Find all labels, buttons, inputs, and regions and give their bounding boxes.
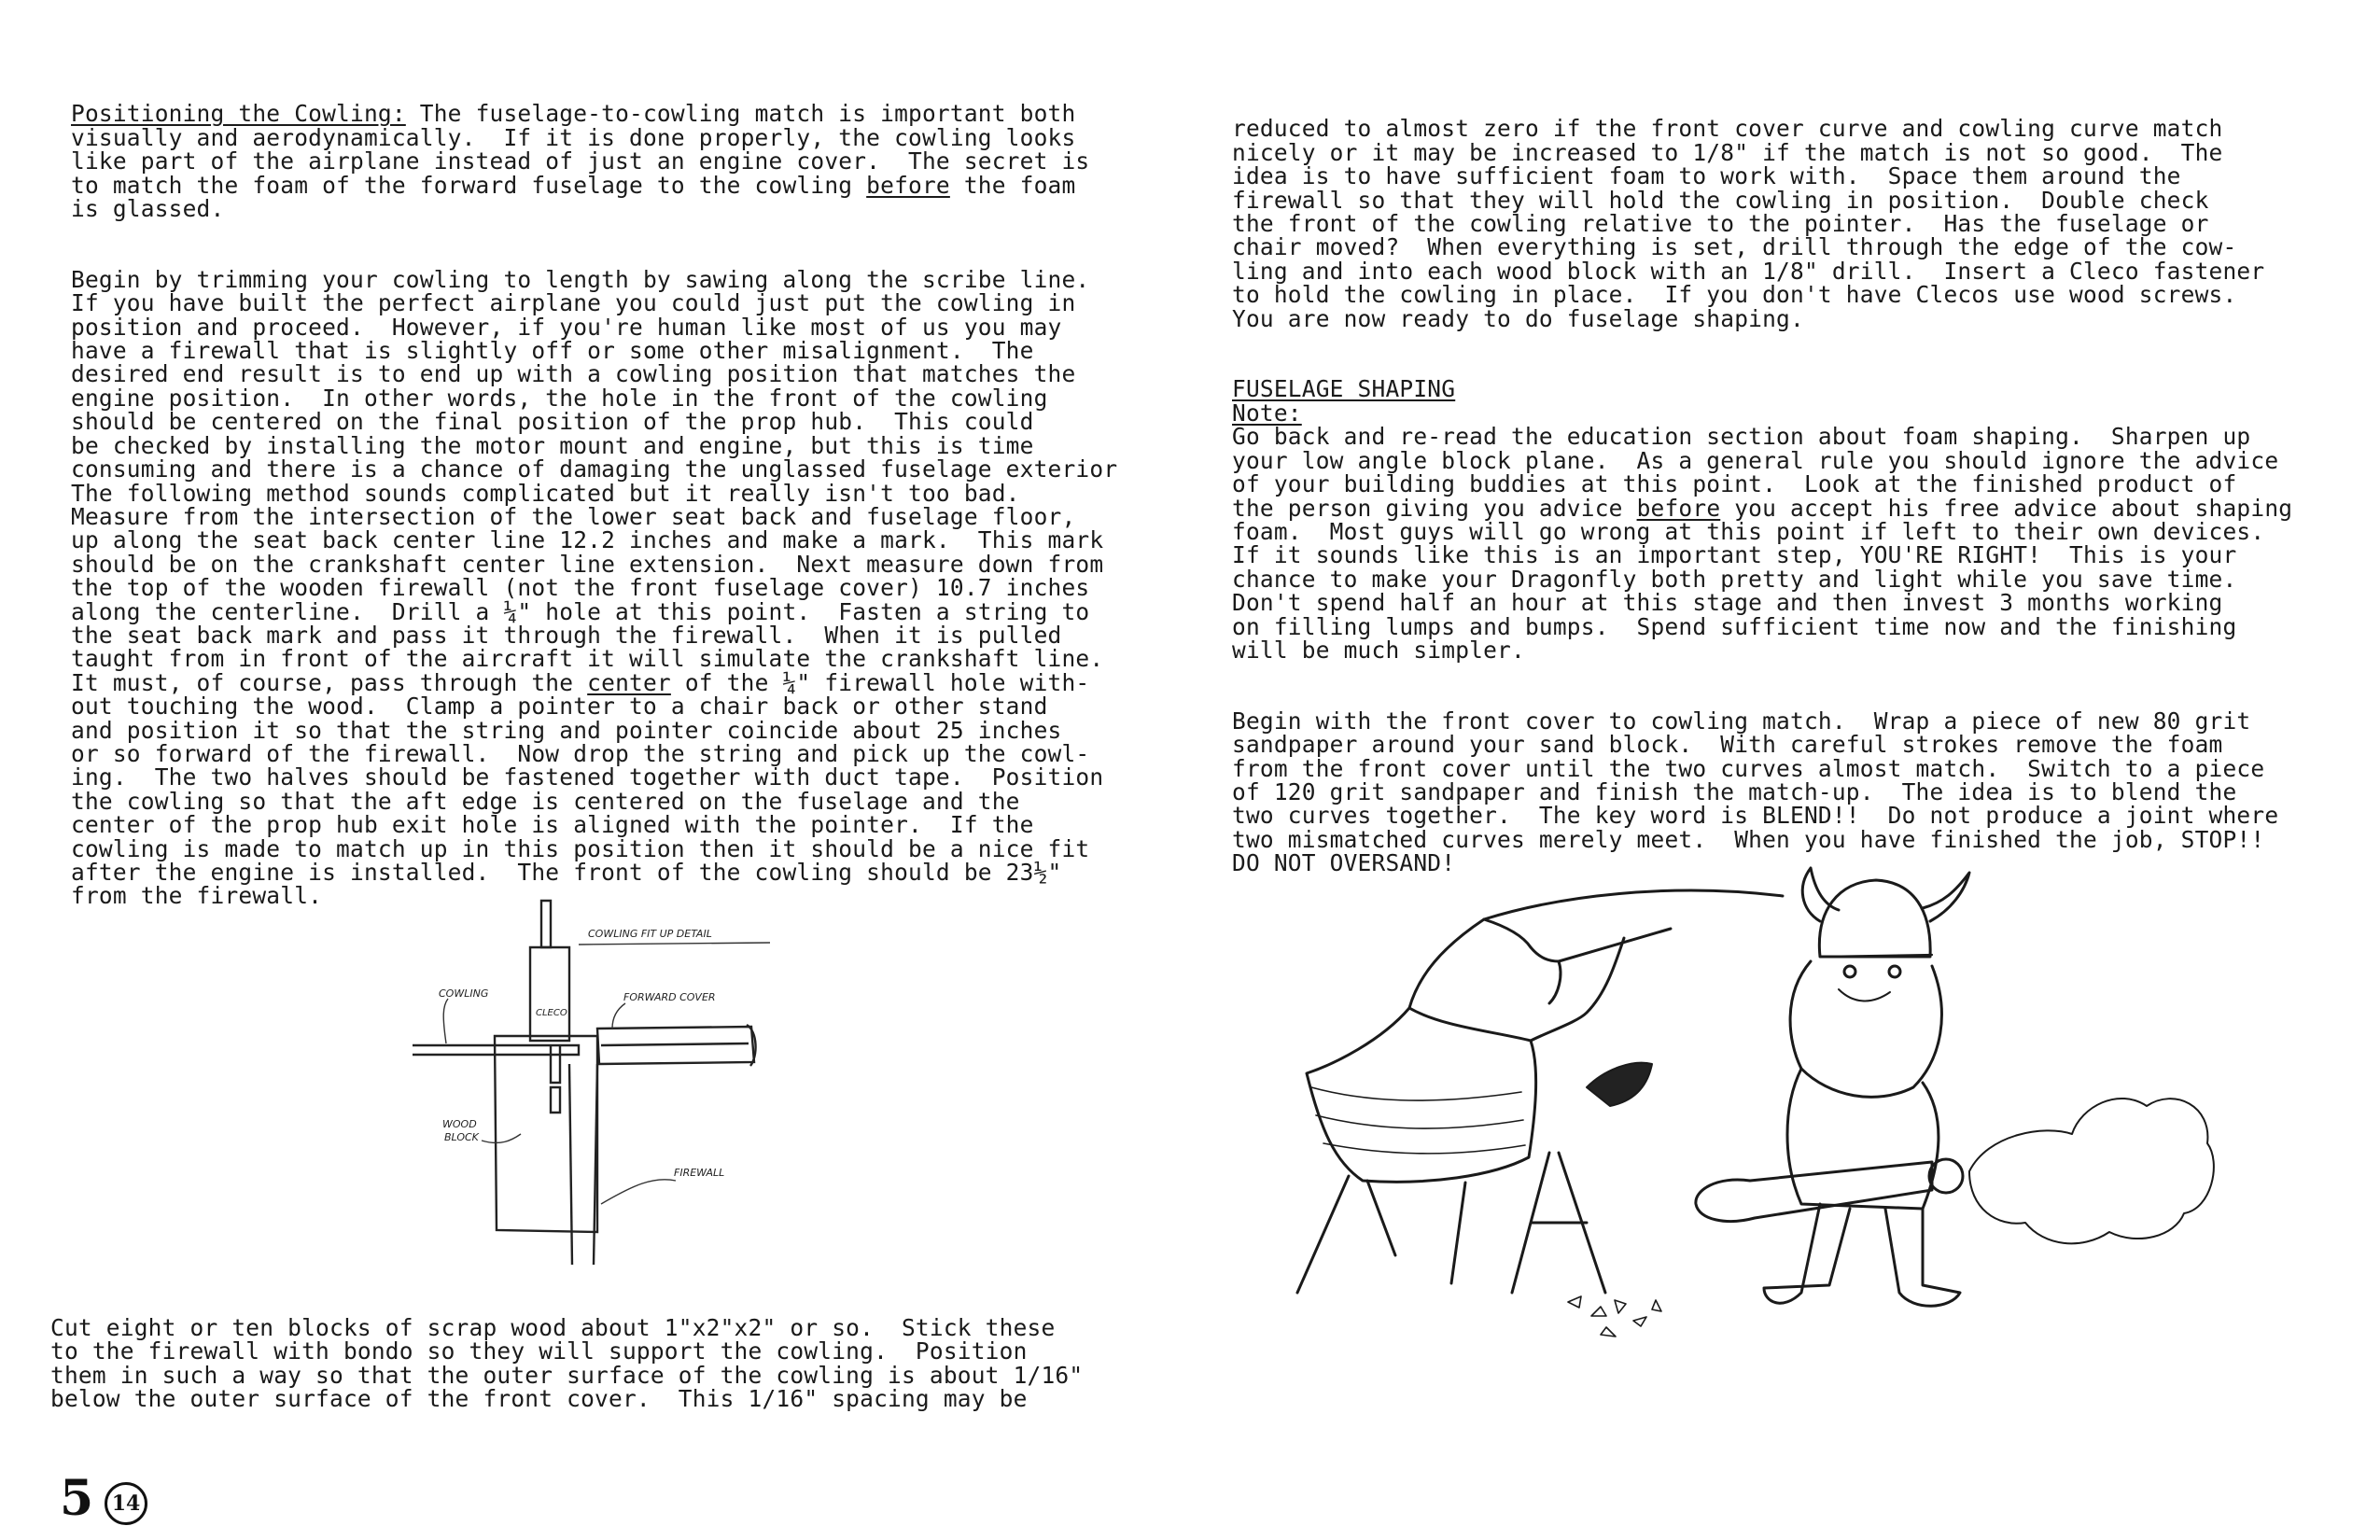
left-p1-last-line: is glassed. xyxy=(71,195,225,223)
left-paragraph-1 xyxy=(71,100,1117,223)
exhaust-cloud xyxy=(1969,1099,2214,1243)
right-p3-text: Begin with the front cover to cowling match. Wrap a piece of new 80 grit sandpaper around your sand block. With careful strokes remove the foam from the front cover until the two curves almost match. Switch to a piece of 120 grit sandpaper and finish the match-up. The idea is to blend the two curves together. The key word is BLEND!! Do not produce a joint where two mismatched curves merely meet. When you have finished the job, STOP!! DO NOT OVERSAND! xyxy=(1232,707,2279,877)
left-p2-rest: of the ¼" firewall hole with- out touching the wood. Clamp a pointer to a chair back or other stand and position it so that the string and pointer coincide about 25 inches or so forward of the firewall. Now drop the string and pick up the cowl- ing. The two halves should be fastened together with duct tape. Position the cowling so that the aft edge is centered on the fuselage and the center of the prop hub exit hole is aligned with the pointer. If the cowling is made to match up in this position then it should be a nice fit after the engine is installed. The front of the cowling should be 23½" from the firewall. xyxy=(71,668,1104,910)
viking-legs xyxy=(1764,1204,1960,1306)
wood-block-label-2: BLOCK xyxy=(444,1131,479,1143)
cleco-label: CLECO xyxy=(536,1008,567,1018)
sawhorse-right xyxy=(1512,1153,1605,1293)
left-p1-tail: the foam xyxy=(949,171,1076,199)
cowling-label: COWLING xyxy=(439,987,489,1000)
right-p1-text: reduced to almost zero if the front cover curve and cowling curve match nicely or it may be increased to 1/8" if the match is not so good. The idea is to have sufficient foam to work with. Space them around the firewall so that they will hold the cowling in position. Double check the front of the cowling relative to the pointer. Has the fuselage or chair moved? When everything is set, drill through the edge of the cow- ling and into each wood block with an 1/8" drill. Insert a Cleco fastener to hold the cowling in place. If you don't have Clecos use wood screws. You are now ready to do fuselage shaping. xyxy=(1232,115,2265,332)
circled-page-number: 14 xyxy=(105,1482,147,1525)
firewall-label: FIREWALL xyxy=(674,1167,725,1179)
right-paragraph-3 xyxy=(1232,709,2292,875)
fuselage-shaping-heading: FUSELAGE SHAPING xyxy=(1232,375,1456,403)
left-p1-line-1: The fuselage-to-cowling match is important both xyxy=(405,100,1076,128)
left-paragraph-2 xyxy=(71,265,1118,910)
right-p2-rest: you accept his free advice about shaping foam. Most guys will go wrong at this point if left to their own devices. If it sounds like this is an important step, YOU'RE RIGHT! This is your chance to make your Dragonfly both pretty and light while you save time. Don't spend half an hour at this stage and then invest 3 months working on filling lumps and bumps. Spend sufficient time now and the finishing will be much simpler. xyxy=(1232,494,2293,664)
right-p2-emphasis: before xyxy=(1636,494,1721,522)
left-bottom-paragraph xyxy=(50,1316,1083,1411)
right-paragraph-1 xyxy=(1232,117,2292,330)
positioning-heading: Positioning the Cowling: xyxy=(71,100,406,128)
left-p1-emphasis: before xyxy=(866,171,950,199)
left-column xyxy=(71,78,1117,931)
left-p2-emphasis: center xyxy=(587,668,671,696)
viking-chainsaw-illustration xyxy=(1279,854,2221,1358)
sawhorse-left xyxy=(1297,1176,1465,1293)
left-p2-text: Begin by trimming your cowling to length by sawing along the scribe line. If you have built the perfect airplane you could just put the cowling in position and proceed. However, if you're human like most of us you may have a firewall that is slightly off or some other misalignment. The desired end result is to end up with a cowling position that matches the engine position. In other words, the hole in the front of the cowling should be centered on the final position of the prop hub. This could be checked by installing the motor mount and engine, but this is time consuming and there is a chance of damaging the unglassed fuselage exterior The following method sounds complicated but it really isn't too bad. Measure from the intersection of the lower seat back and fuselage floor, up along the seat back center line 12.2 inches and make a mark. This mark should be on the crankshaft center line extension. Next measure down from the top of the wooden firewall (not the front fuselage cover) 10.7 inches along the centerline. Drill a ¼" hole at this point. Fasten a string to the seat back mark and pass it through the firewall. When it is pulled taught from in front of the aircraft it will simulate the crankshaft line. It must, of course, pass through the xyxy=(71,265,1118,696)
right-paragraph-2 xyxy=(1232,377,2292,662)
helmet-horn-left xyxy=(1802,868,1839,921)
figure-title: COWLING FIT UP DETAIL xyxy=(588,928,712,940)
left-p1-line-2: visually and aerodynamically. If it is done properly, the cowling looks xyxy=(71,123,1076,151)
right-p2-head: Go back and re-read the education section about foam shaping. Sharpen up your low angle block plane. As a general rule you should ignore the advice of your building buddies at this point. Look at the finished product of the person giving you advice xyxy=(1232,423,2279,522)
right-column xyxy=(1232,93,2292,899)
note-label: Note: xyxy=(1232,399,1302,427)
helmet-horn-right xyxy=(1923,873,1969,921)
left-p3-text: Cut eight or ten blocks of scrap wood about 1"x2"x2" or so. Stick these to the firewall with bondo so they will support the cowling. Position them in such a way so that the outer surface of the cowling is about 1/16" below the outer surface of the front cover. This 1/16" spacing may be xyxy=(50,1314,1084,1413)
forward-cover-label: FORWARD COVER xyxy=(623,991,716,1003)
viking-helmet xyxy=(1819,880,1930,957)
viking-beard xyxy=(1790,961,1941,1097)
wood-block-label-1: WOOD xyxy=(442,1118,477,1130)
page-number: 5 xyxy=(60,1470,94,1527)
cowling-fit-up-diagram xyxy=(401,896,793,1269)
left-p1-line-3: like part of the airplane instead of just an engine cover. The secret is xyxy=(71,147,1090,175)
chainsaw-bar xyxy=(1696,1162,1932,1222)
left-p1-line-4: to match the foam of the forward fuselage to the cowling xyxy=(71,171,867,199)
viking-body xyxy=(1787,1069,1939,1209)
